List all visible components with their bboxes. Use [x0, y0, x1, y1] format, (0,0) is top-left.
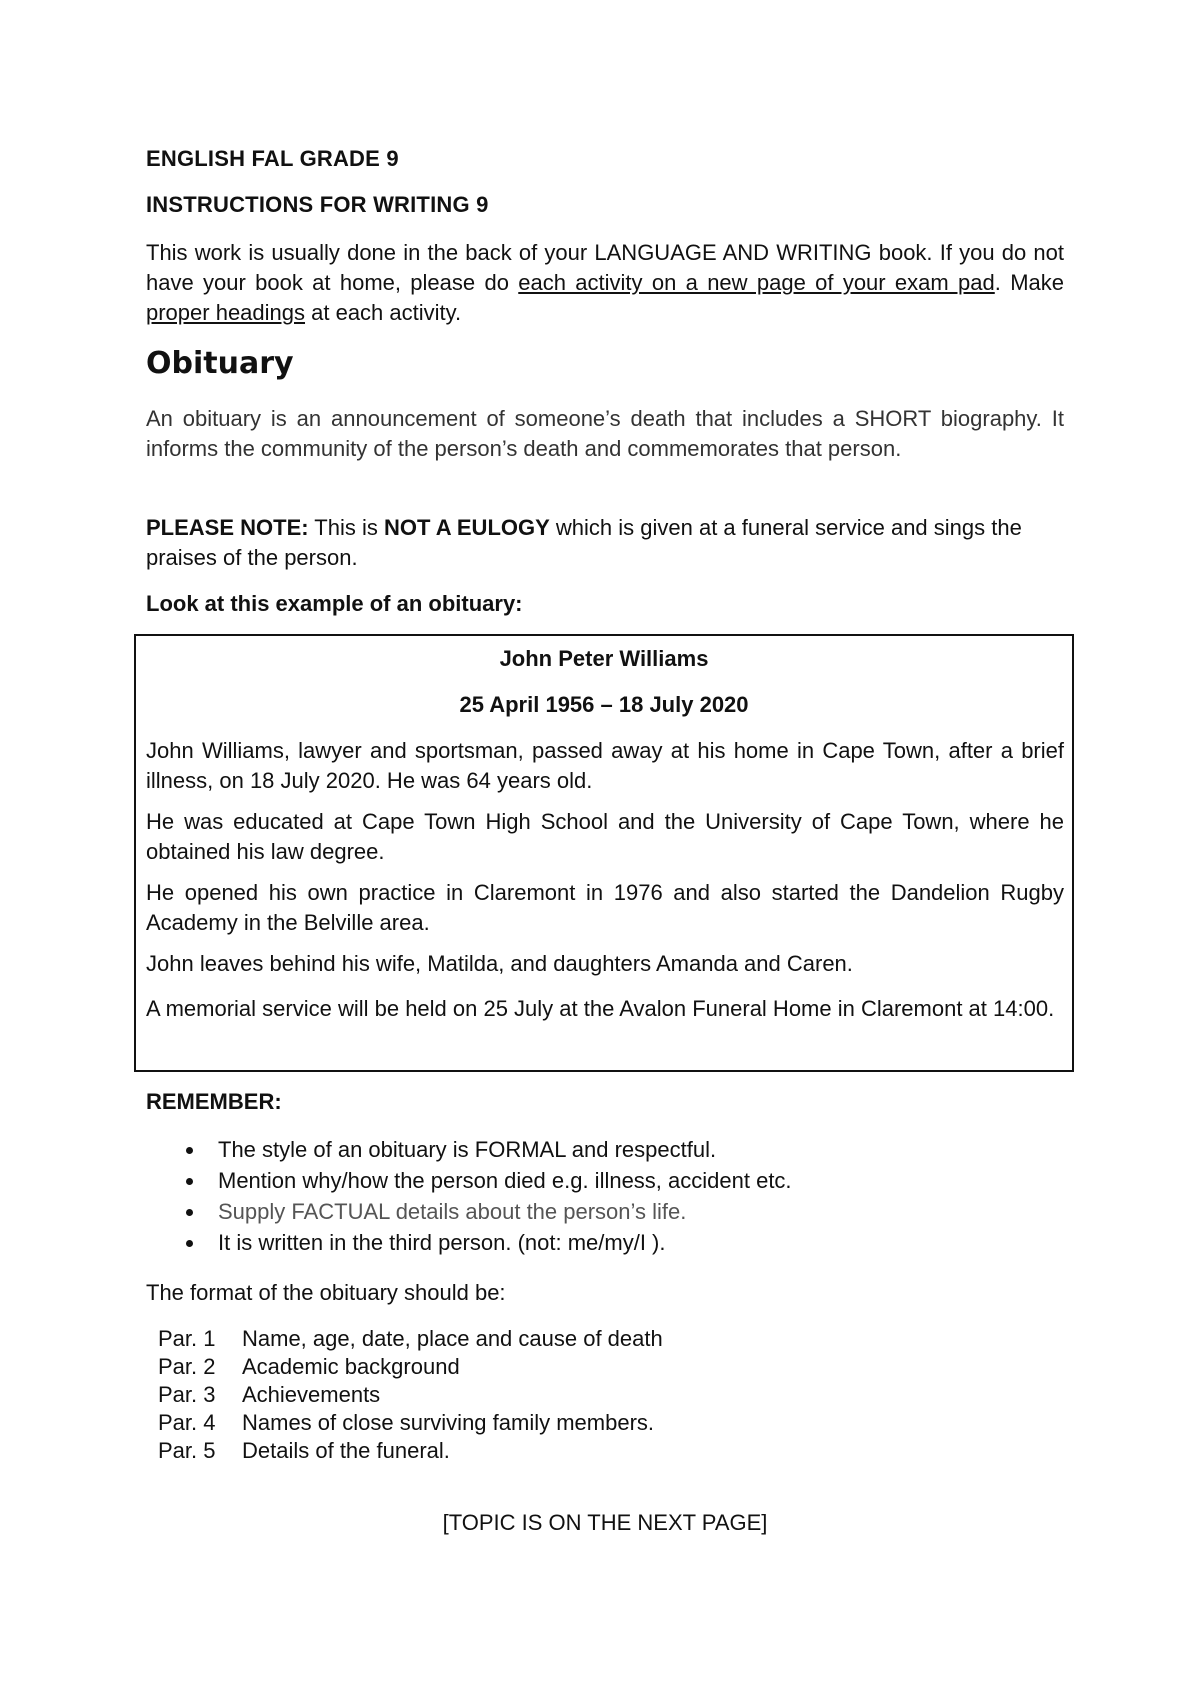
- format-row: [158, 1381, 663, 1409]
- example-paragraph: He was educated at Cape Town High School and the University of Cape Town, where he obtained his law degree.: [146, 809, 1064, 864]
- remember-list: [146, 1134, 1046, 1258]
- document-title: ENGLISH FAL GRADE 9: [146, 146, 399, 171]
- example-paragraph: A memorial service will be held on 25 July at the Avalon Funeral Home in Claremont at 14:00.: [146, 996, 1055, 1021]
- list-item-text: Mention why/how the person died e.g. illness, accident etc.: [218, 1168, 792, 1193]
- section-heading: Obituary: [146, 346, 294, 381]
- note-emphasis: NOT A EULOGY: [383, 515, 550, 540]
- list-item: [146, 1227, 1046, 1258]
- list-item: [146, 1196, 1046, 1227]
- example-paragraph: John leaves behind his wife, Matilda, and daughters Amanda and Caren.: [146, 951, 853, 976]
- example-obituary-box: [134, 634, 1074, 1072]
- intro-underline-1: each activity on a new page of your exam pad: [518, 270, 995, 295]
- note-label: PLEASE NOTE:: [146, 515, 309, 540]
- format-par-desc: Details of the funeral.: [242, 1438, 450, 1463]
- definition-paragraph: An obituary is an announcement of someone’s death that includes a SHORT biography. It informs the community of the person’s death and commemorates that person.: [146, 406, 1064, 461]
- format-par-label: Par. 3: [158, 1382, 216, 1407]
- format-par-desc: Names of close surviving family members.: [242, 1410, 655, 1435]
- bullet-icon: [186, 1240, 193, 1247]
- note-text-2: which is given at a funeral service and sings the praises of the person.: [146, 515, 1022, 570]
- next-page-note: [TOPIC IS ON THE NEXT PAGE]: [442, 1510, 768, 1535]
- format-par-desc: Name, age, date, place and cause of death: [242, 1326, 663, 1351]
- intro-paragraph: [146, 238, 1064, 328]
- list-item-text: It is written in the third person. (not: me/my/I ).: [218, 1230, 666, 1255]
- list-item: [146, 1165, 1046, 1196]
- list-item-text: Supply FACTUAL details about the person’s life.: [218, 1199, 687, 1224]
- format-par-desc: Academic background: [242, 1354, 460, 1379]
- list-item-text: The style of an obituary is FORMAL and respectful.: [218, 1137, 717, 1162]
- example-paragraph: He opened his own practice in Claremont in 1976 and also started the Dandelion Rugby Academy in the Belville area.: [146, 880, 1064, 935]
- format-par-label: Par. 4: [158, 1410, 216, 1435]
- format-par-label: Par. 2: [158, 1354, 216, 1379]
- example-prompt: Look at this example of an obituary:: [146, 591, 523, 616]
- bullet-icon: [186, 1178, 193, 1185]
- format-list: [158, 1325, 663, 1465]
- format-row: [158, 1409, 663, 1437]
- list-item: [146, 1134, 1046, 1165]
- format-row: [158, 1353, 663, 1381]
- intro-text-1: This work is usually done in the back of your LANGUAGE AND WRITING book. If you do not have your book at home, please do: [146, 240, 1064, 295]
- intro-underline-2: proper headings: [146, 300, 306, 325]
- please-note-paragraph: [146, 513, 1064, 573]
- intro-text-2: . Make: [994, 270, 1064, 295]
- intro-text-3: at each activity.: [305, 300, 462, 325]
- format-par-label: Par. 1: [158, 1326, 216, 1351]
- remember-label: REMEMBER:: [146, 1089, 282, 1114]
- format-par-desc: Achievements: [242, 1382, 381, 1407]
- format-row: [158, 1437, 663, 1465]
- example-paragraph: John Williams, lawyer and sportsman, passed away at his home in Cape Town, after a brief illness, on 18 July 2020. He was 64 years old.: [146, 738, 1064, 793]
- format-par-label: Par. 5: [158, 1438, 216, 1463]
- bullet-icon: [186, 1209, 193, 1216]
- note-text-1: This is: [308, 515, 384, 540]
- document-subtitle: INSTRUCTIONS FOR WRITING 9: [146, 192, 489, 217]
- bullet-icon: [186, 1147, 193, 1154]
- example-name: John Peter Williams: [499, 646, 709, 671]
- format-row: [158, 1325, 663, 1353]
- format-intro: The format of the obituary should be:: [146, 1280, 506, 1305]
- example-dates: 25 April 1956 – 18 July 2020: [459, 692, 749, 717]
